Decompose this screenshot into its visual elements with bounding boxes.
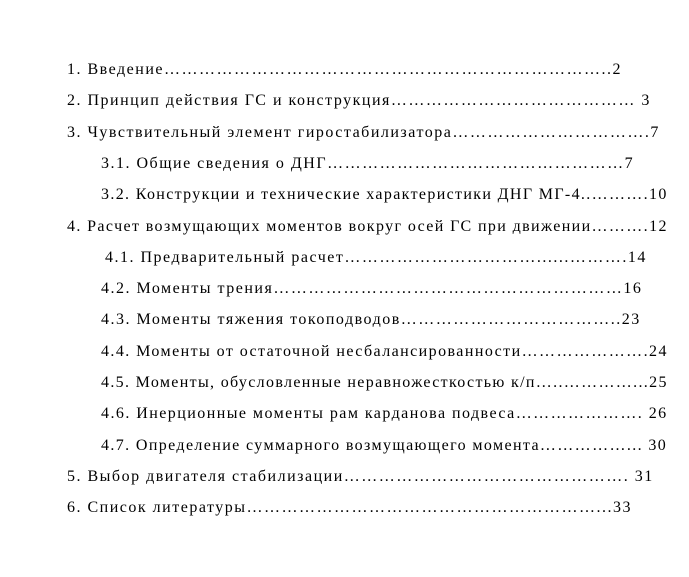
toc-entry: 4.4. Моменты от остаточной несбалансированности………………….24 xyxy=(101,343,668,360)
toc-entry: 4.2. Моменты трения……………………………………………………16 xyxy=(101,280,643,297)
toc-entry: 3.2. Конструкции и технические характеристики ДНГ МГ-4..……….10 xyxy=(101,186,668,203)
toc-entry: 4. Расчет возмущающих моментов вокруг осей ГС при движении……….12 xyxy=(67,218,668,235)
toc-entry: 4.3. Моменты тяжения токоподводов………………………………..23 xyxy=(101,311,641,328)
toc-entry: 3.1. Общие сведения о ДНГ……………………………………………7 xyxy=(101,155,635,172)
toc-entry: 5. Выбор двигателя стабилизации…………………………………………. 31 xyxy=(67,468,654,485)
toc-entry: 4.6. Инерционные моменты рам карданова подвеса…………………. 26 xyxy=(101,405,668,422)
toc-entry: 4.7. Определение суммарного возмущающего момента……………... 30 xyxy=(101,437,668,454)
toc-entry: 4.5. Моменты, обусловленные неравножесткостью к/п…..…………...25 xyxy=(101,374,668,391)
toc-entry: 1. Введение…………………………………………………………………..2 xyxy=(67,61,622,78)
toc-entry: 2. Принцип действия ГС и конструкция…………………………………… 3 xyxy=(67,92,651,109)
toc-entry: 6. Список литературы……………………………………………………...33 xyxy=(67,499,633,516)
toc-entry: 4.1. Предварительный расчет……………………………......……….14 xyxy=(105,249,647,266)
toc-entry: 3. Чувствительный элемент гиростабилизатора…………………………….7 xyxy=(67,124,660,141)
